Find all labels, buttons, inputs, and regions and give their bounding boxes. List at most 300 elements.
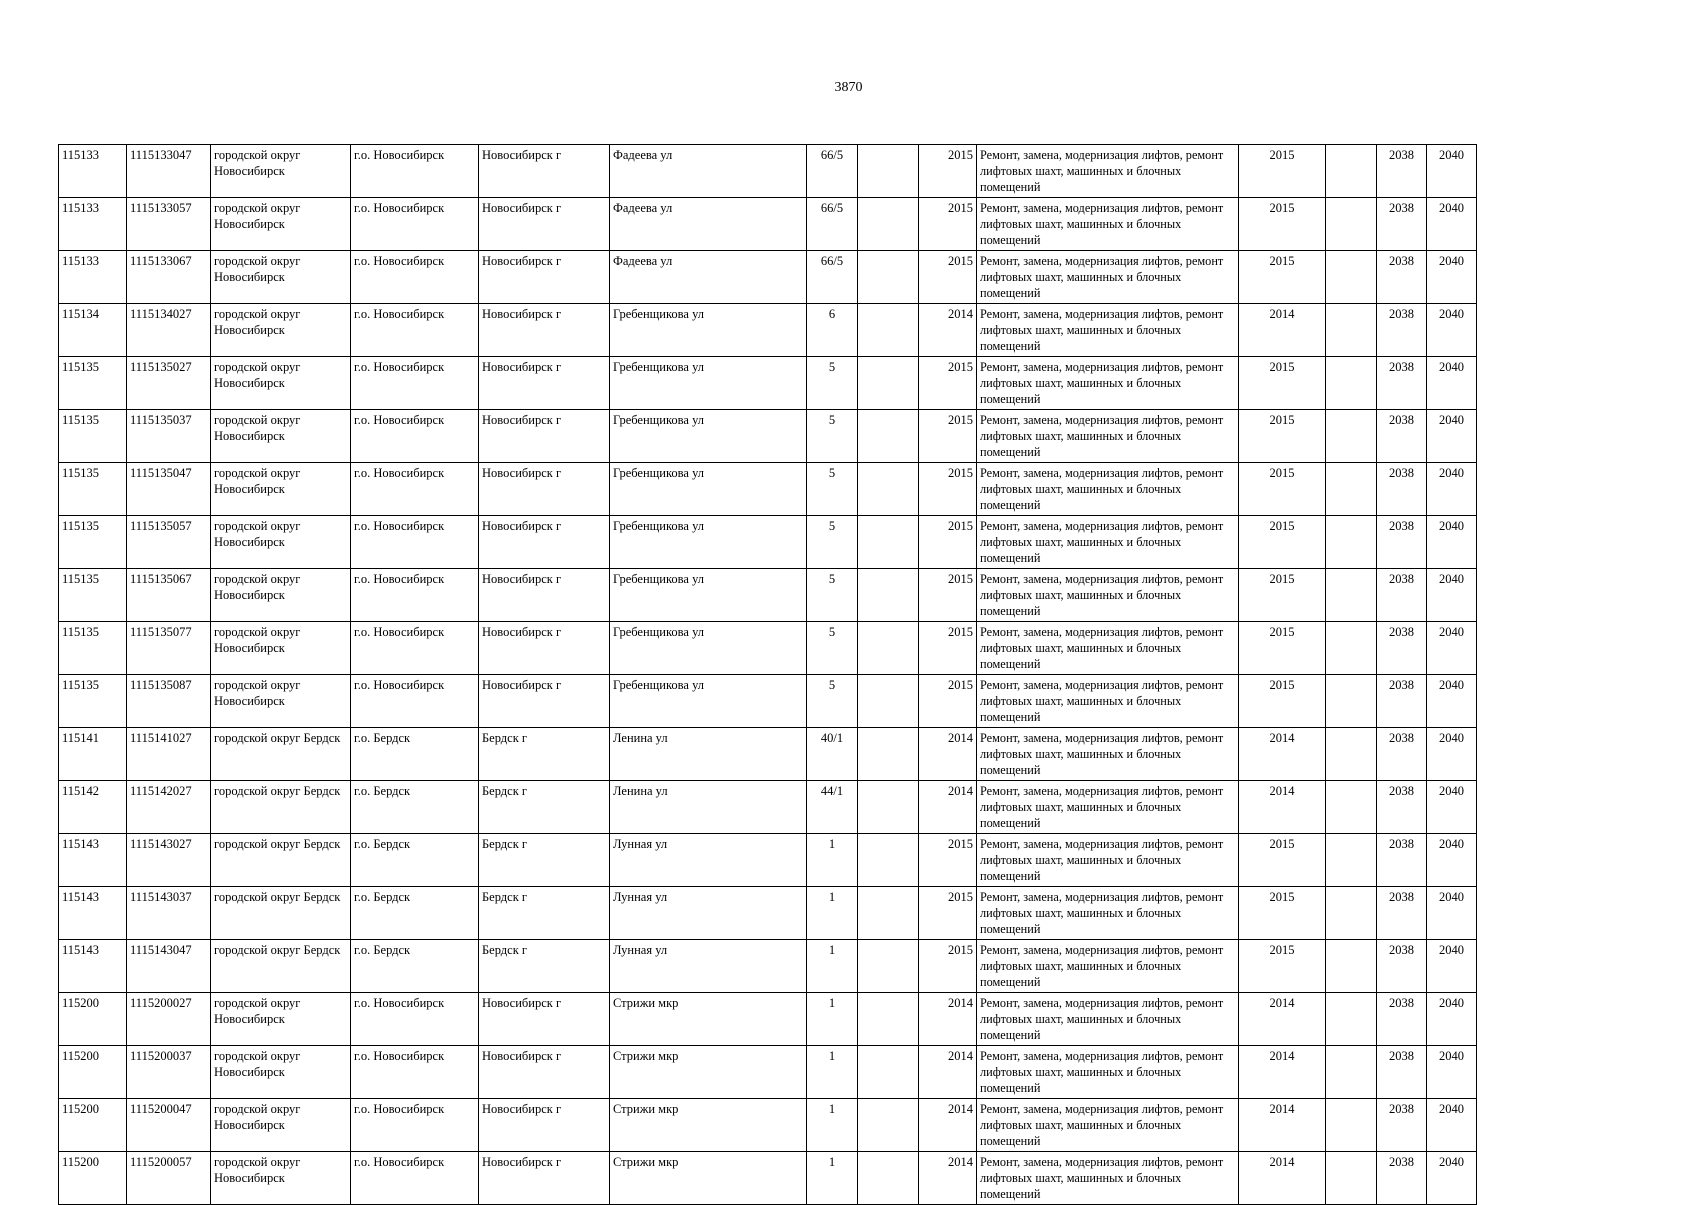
row-year-built-cell: 2014 — [919, 728, 977, 781]
row-blank-cell — [1326, 675, 1377, 728]
row-code-cell: 115200 — [59, 1152, 127, 1205]
row-year-to-cell: 2040 — [1427, 304, 1477, 357]
row-go-cell: г.о. Бердск — [351, 781, 479, 834]
row-year-from-cell: 2038 — [1377, 622, 1427, 675]
row-street-cell: Гребенщикова ул — [610, 410, 807, 463]
row-year-from-cell: 2038 — [1377, 1152, 1427, 1205]
row-house-cell: 66/5 — [807, 251, 858, 304]
row-work-cell: Ремонт, замена, модернизация лифтов, ремонт лифтовых шахт, машинных и блочных помещений — [977, 463, 1239, 516]
row-okrug-cell: городской округ Новосибирск — [211, 410, 351, 463]
row-go-cell: г.о. Новосибирск — [351, 145, 479, 198]
row-id-cell: 1115142027 — [127, 781, 211, 834]
row-extra-cell — [858, 410, 919, 463]
row-blank-cell — [1326, 940, 1377, 993]
row-house-cell: 40/1 — [807, 728, 858, 781]
row-work-cell: Ремонт, замена, модернизация лифтов, ремонт лифтовых шахт, машинных и блочных помещений — [977, 251, 1239, 304]
row-work-cell: Ремонт, замена, модернизация лифтов, ремонт лифтовых шахт, машинных и блочных помещений — [977, 1099, 1239, 1152]
row-work-cell: Ремонт, замена, модернизация лифтов, ремонт лифтовых шахт, машинных и блочных помещений — [977, 675, 1239, 728]
row-year-to-cell: 2040 — [1427, 675, 1477, 728]
row-code-cell: 115142 — [59, 781, 127, 834]
row-year-from-cell: 2038 — [1377, 887, 1427, 940]
row-id-cell: 1115135077 — [127, 622, 211, 675]
row-year-to-cell: 2040 — [1427, 1099, 1477, 1152]
row-year-work-cell: 2015 — [1239, 834, 1326, 887]
row-year-work-cell: 2015 — [1239, 887, 1326, 940]
row-city-cell: Бердск г — [479, 781, 610, 834]
row-year-built-cell: 2015 — [919, 516, 977, 569]
row-go-cell: г.о. Новосибирск — [351, 357, 479, 410]
row-work-cell: Ремонт, замена, модернизация лифтов, ремонт лифтовых шахт, машинных и блочных помещений — [977, 622, 1239, 675]
row-city-cell: Новосибирск г — [479, 993, 610, 1046]
row-year-built-cell: 2015 — [919, 675, 977, 728]
row-work-cell: Ремонт, замена, модернизация лифтов, ремонт лифтовых шахт, машинных и блочных помещений — [977, 304, 1239, 357]
row-blank-cell — [1326, 516, 1377, 569]
row-year-from-cell: 2038 — [1377, 675, 1427, 728]
row-code-cell: 115135 — [59, 463, 127, 516]
row-year-work-cell: 2014 — [1239, 304, 1326, 357]
row-go-cell: г.о. Новосибирск — [351, 304, 479, 357]
row-year-work-cell: 2014 — [1239, 993, 1326, 1046]
row-code-cell: 115143 — [59, 834, 127, 887]
row-extra-cell — [858, 1046, 919, 1099]
row-extra-cell — [858, 251, 919, 304]
row-id-cell: 1115200027 — [127, 993, 211, 1046]
table-row — [59, 993, 1477, 1046]
row-street-cell: Лунная ул — [610, 834, 807, 887]
row-year-built-cell: 2015 — [919, 198, 977, 251]
row-year-work-cell: 2014 — [1239, 1046, 1326, 1099]
row-okrug-cell: городской округ Бердск — [211, 940, 351, 993]
row-year-from-cell: 2038 — [1377, 781, 1427, 834]
register-body — [59, 145, 1477, 1205]
row-blank-cell — [1326, 1099, 1377, 1152]
row-city-cell: Новосибирск г — [479, 622, 610, 675]
row-street-cell: Фадеева ул — [610, 198, 807, 251]
row-year-built-cell: 2015 — [919, 940, 977, 993]
row-extra-cell — [858, 1099, 919, 1152]
row-extra-cell — [858, 940, 919, 993]
row-id-cell: 1115200047 — [127, 1099, 211, 1152]
page-number: 3870 — [834, 80, 863, 95]
row-year-from-cell: 2038 — [1377, 304, 1427, 357]
row-go-cell: г.о. Новосибирск — [351, 1152, 479, 1205]
row-okrug-cell: городской округ Новосибирск — [211, 304, 351, 357]
row-house-cell: 44/1 — [807, 781, 858, 834]
row-work-cell: Ремонт, замена, модернизация лифтов, ремонт лифтовых шахт, машинных и блочных помещений — [977, 569, 1239, 622]
row-go-cell: г.о. Новосибирск — [351, 675, 479, 728]
row-blank-cell — [1326, 569, 1377, 622]
row-year-built-cell: 2015 — [919, 622, 977, 675]
row-blank-cell — [1326, 834, 1377, 887]
row-year-from-cell: 2038 — [1377, 145, 1427, 198]
row-go-cell: г.о. Бердск — [351, 834, 479, 887]
table-row — [59, 410, 1477, 463]
row-blank-cell — [1326, 463, 1377, 516]
table-row — [59, 251, 1477, 304]
row-year-to-cell: 2040 — [1427, 781, 1477, 834]
row-street-cell: Стрижи мкр — [610, 1099, 807, 1152]
row-go-cell: г.о. Новосибирск — [351, 622, 479, 675]
row-go-cell: г.о. Новосибирск — [351, 569, 479, 622]
row-work-cell: Ремонт, замена, модернизация лифтов, ремонт лифтовых шахт, машинных и блочных помещений — [977, 887, 1239, 940]
row-id-cell: 1115135067 — [127, 569, 211, 622]
row-city-cell: Новосибирск г — [479, 516, 610, 569]
table-row — [59, 781, 1477, 834]
row-extra-cell — [858, 145, 919, 198]
row-blank-cell — [1326, 887, 1377, 940]
row-extra-cell — [858, 198, 919, 251]
row-work-cell: Ремонт, замена, модернизация лифтов, ремонт лифтовых шахт, машинных и блочных помещений — [977, 198, 1239, 251]
row-house-cell: 1 — [807, 1099, 858, 1152]
row-blank-cell — [1326, 145, 1377, 198]
row-go-cell: г.о. Бердск — [351, 887, 479, 940]
row-street-cell: Ленина ул — [610, 728, 807, 781]
row-house-cell: 1 — [807, 834, 858, 887]
row-extra-cell — [858, 357, 919, 410]
row-okrug-cell: городской округ Бердск — [211, 728, 351, 781]
row-code-cell: 115134 — [59, 304, 127, 357]
row-street-cell: Лунная ул — [610, 887, 807, 940]
row-go-cell: г.о. Новосибирск — [351, 251, 479, 304]
row-okrug-cell: городской округ Новосибирск — [211, 622, 351, 675]
row-city-cell: Новосибирск г — [479, 410, 610, 463]
row-year-work-cell: 2015 — [1239, 145, 1326, 198]
row-house-cell: 66/5 — [807, 145, 858, 198]
row-year-to-cell: 2040 — [1427, 1152, 1477, 1205]
row-id-cell: 1115135057 — [127, 516, 211, 569]
row-id-cell: 1115141027 — [127, 728, 211, 781]
row-work-cell: Ремонт, замена, модернизация лифтов, ремонт лифтовых шахт, машинных и блочных помещений — [977, 993, 1239, 1046]
row-city-cell: Новосибирск г — [479, 357, 610, 410]
row-house-cell: 1 — [807, 940, 858, 993]
row-street-cell: Фадеева ул — [610, 145, 807, 198]
row-code-cell: 115133 — [59, 145, 127, 198]
row-work-cell: Ремонт, замена, модернизация лифтов, ремонт лифтовых шахт, машинных и блочных помещений — [977, 834, 1239, 887]
row-extra-cell — [858, 569, 919, 622]
row-year-from-cell: 2038 — [1377, 1046, 1427, 1099]
row-year-work-cell: 2015 — [1239, 675, 1326, 728]
row-code-cell: 115135 — [59, 516, 127, 569]
row-okrug-cell: городской округ Новосибирск — [211, 1152, 351, 1205]
row-blank-cell — [1326, 993, 1377, 1046]
table-row — [59, 357, 1477, 410]
table-row — [59, 622, 1477, 675]
row-code-cell: 115143 — [59, 887, 127, 940]
row-code-cell: 115135 — [59, 569, 127, 622]
row-year-to-cell: 2040 — [1427, 887, 1477, 940]
row-extra-cell — [858, 304, 919, 357]
row-year-work-cell: 2015 — [1239, 940, 1326, 993]
row-go-cell: г.о. Новосибирск — [351, 1099, 479, 1152]
row-okrug-cell: городской округ Новосибирск — [211, 251, 351, 304]
row-year-work-cell: 2015 — [1239, 251, 1326, 304]
row-okrug-cell: городской округ Бердск — [211, 781, 351, 834]
row-code-cell: 115133 — [59, 251, 127, 304]
row-work-cell: Ремонт, замена, модернизация лифтов, ремонт лифтовых шахт, машинных и блочных помещений — [977, 357, 1239, 410]
row-blank-cell — [1326, 781, 1377, 834]
row-year-work-cell: 2015 — [1239, 357, 1326, 410]
row-id-cell: 1115135027 — [127, 357, 211, 410]
row-go-cell: г.о. Новосибирск — [351, 1046, 479, 1099]
row-work-cell: Ремонт, замена, модернизация лифтов, ремонт лифтовых шахт, машинных и блочных помещений — [977, 145, 1239, 198]
row-code-cell: 115135 — [59, 675, 127, 728]
row-okrug-cell: городской округ Новосибирск — [211, 145, 351, 198]
row-work-cell: Ремонт, замена, модернизация лифтов, ремонт лифтовых шахт, машинных и блочных помещений — [977, 1046, 1239, 1099]
table-row — [59, 940, 1477, 993]
row-blank-cell — [1326, 251, 1377, 304]
row-house-cell: 6 — [807, 304, 858, 357]
row-year-work-cell: 2015 — [1239, 463, 1326, 516]
row-go-cell: г.о. Новосибирск — [351, 463, 479, 516]
row-year-from-cell: 2038 — [1377, 357, 1427, 410]
row-year-from-cell: 2038 — [1377, 410, 1427, 463]
row-year-to-cell: 2040 — [1427, 940, 1477, 993]
row-year-to-cell: 2040 — [1427, 1046, 1477, 1099]
row-street-cell: Стрижи мкр — [610, 1152, 807, 1205]
row-house-cell: 1 — [807, 1152, 858, 1205]
row-year-to-cell: 2040 — [1427, 516, 1477, 569]
row-okrug-cell: городской округ Новосибирск — [211, 675, 351, 728]
row-code-cell: 115200 — [59, 1099, 127, 1152]
table-row — [59, 569, 1477, 622]
row-okrug-cell: городской округ Новосибирск — [211, 569, 351, 622]
table-row — [59, 887, 1477, 940]
table-row — [59, 834, 1477, 887]
row-city-cell: Бердск г — [479, 940, 610, 993]
row-year-built-cell: 2014 — [919, 1152, 977, 1205]
register-table — [58, 144, 1477, 1205]
row-year-work-cell: 2014 — [1239, 728, 1326, 781]
row-year-to-cell: 2040 — [1427, 834, 1477, 887]
row-year-from-cell: 2038 — [1377, 728, 1427, 781]
row-year-to-cell: 2040 — [1427, 198, 1477, 251]
row-city-cell: Бердск г — [479, 834, 610, 887]
row-city-cell: Бердск г — [479, 728, 610, 781]
row-year-work-cell: 2015 — [1239, 622, 1326, 675]
row-house-cell: 5 — [807, 463, 858, 516]
row-year-built-cell: 2014 — [919, 781, 977, 834]
table-row — [59, 145, 1477, 198]
row-work-cell: Ремонт, замена, модернизация лифтов, ремонт лифтовых шахт, машинных и блочных помещений — [977, 728, 1239, 781]
row-id-cell: 1115143037 — [127, 887, 211, 940]
row-extra-cell — [858, 728, 919, 781]
row-id-cell: 1115133057 — [127, 198, 211, 251]
row-street-cell: Гребенщикова ул — [610, 675, 807, 728]
row-year-from-cell: 2038 — [1377, 569, 1427, 622]
table-row — [59, 1046, 1477, 1099]
row-year-from-cell: 2038 — [1377, 834, 1427, 887]
row-blank-cell — [1326, 1152, 1377, 1205]
row-city-cell: Новосибирск г — [479, 463, 610, 516]
row-blank-cell — [1326, 304, 1377, 357]
row-year-built-cell: 2015 — [919, 410, 977, 463]
row-year-from-cell: 2038 — [1377, 463, 1427, 516]
row-street-cell: Гребенщикова ул — [610, 516, 807, 569]
row-id-cell: 1115200057 — [127, 1152, 211, 1205]
row-blank-cell — [1326, 357, 1377, 410]
row-street-cell: Фадеева ул — [610, 251, 807, 304]
row-code-cell: 115135 — [59, 410, 127, 463]
row-year-to-cell: 2040 — [1427, 728, 1477, 781]
row-extra-cell — [858, 887, 919, 940]
row-id-cell: 1115135087 — [127, 675, 211, 728]
row-year-built-cell: 2014 — [919, 304, 977, 357]
row-year-from-cell: 2038 — [1377, 1099, 1427, 1152]
row-year-built-cell: 2015 — [919, 145, 977, 198]
row-extra-cell — [858, 781, 919, 834]
row-work-cell: Ремонт, замена, модернизация лифтов, ремонт лифтовых шахт, машинных и блочных помещений — [977, 940, 1239, 993]
row-okrug-cell: городской округ Новосибирск — [211, 516, 351, 569]
table-row — [59, 675, 1477, 728]
row-work-cell: Ремонт, замена, модернизация лифтов, ремонт лифтовых шахт, машинных и блочных помещений — [977, 516, 1239, 569]
row-house-cell: 1 — [807, 887, 858, 940]
row-street-cell: Стрижи мкр — [610, 993, 807, 1046]
row-year-work-cell: 2014 — [1239, 1099, 1326, 1152]
row-year-from-cell: 2038 — [1377, 993, 1427, 1046]
row-id-cell: 1115143027 — [127, 834, 211, 887]
row-go-cell: г.о. Новосибирск — [351, 198, 479, 251]
table-row — [59, 1099, 1477, 1152]
row-id-cell: 1115134027 — [127, 304, 211, 357]
row-year-built-cell: 2015 — [919, 834, 977, 887]
row-year-built-cell: 2015 — [919, 569, 977, 622]
row-year-to-cell: 2040 — [1427, 357, 1477, 410]
row-okrug-cell: городской округ Новосибирск — [211, 463, 351, 516]
row-street-cell: Гребенщикова ул — [610, 304, 807, 357]
row-year-work-cell: 2015 — [1239, 516, 1326, 569]
row-city-cell: Новосибирск г — [479, 145, 610, 198]
row-extra-cell — [858, 675, 919, 728]
row-house-cell: 1 — [807, 993, 858, 1046]
row-city-cell: Бердск г — [479, 887, 610, 940]
row-extra-cell — [858, 993, 919, 1046]
row-house-cell: 5 — [807, 675, 858, 728]
row-year-to-cell: 2040 — [1427, 993, 1477, 1046]
row-year-to-cell: 2040 — [1427, 251, 1477, 304]
row-year-to-cell: 2040 — [1427, 569, 1477, 622]
row-year-work-cell: 2015 — [1239, 569, 1326, 622]
row-go-cell: г.о. Новосибирск — [351, 516, 479, 569]
row-code-cell: 115200 — [59, 993, 127, 1046]
row-okrug-cell: городской округ Бердск — [211, 887, 351, 940]
row-okrug-cell: городской округ Новосибирск — [211, 198, 351, 251]
row-code-cell: 115133 — [59, 198, 127, 251]
row-blank-cell — [1326, 410, 1377, 463]
row-extra-cell — [858, 834, 919, 887]
row-okrug-cell: городской округ Новосибирск — [211, 1099, 351, 1152]
row-year-from-cell: 2038 — [1377, 251, 1427, 304]
row-okrug-cell: городской округ Новосибирск — [211, 1046, 351, 1099]
row-house-cell: 5 — [807, 516, 858, 569]
row-year-to-cell: 2040 — [1427, 622, 1477, 675]
row-city-cell: Новосибирск г — [479, 1046, 610, 1099]
row-year-built-cell: 2014 — [919, 1046, 977, 1099]
row-house-cell: 5 — [807, 410, 858, 463]
row-year-built-cell: 2015 — [919, 463, 977, 516]
row-street-cell: Лунная ул — [610, 940, 807, 993]
row-city-cell: Новосибирск г — [479, 304, 610, 357]
row-city-cell: Новосибирск г — [479, 251, 610, 304]
row-year-built-cell: 2015 — [919, 887, 977, 940]
row-code-cell: 115141 — [59, 728, 127, 781]
row-house-cell: 1 — [807, 1046, 858, 1099]
row-year-built-cell: 2014 — [919, 1099, 977, 1152]
row-street-cell: Стрижи мкр — [610, 1046, 807, 1099]
table-row — [59, 463, 1477, 516]
row-work-cell: Ремонт, замена, модернизация лифтов, ремонт лифтовых шахт, машинных и блочных помещений — [977, 410, 1239, 463]
table-row — [59, 516, 1477, 569]
row-code-cell: 115143 — [59, 940, 127, 993]
row-go-cell: г.о. Бердск — [351, 728, 479, 781]
row-go-cell: г.о. Бердск — [351, 940, 479, 993]
row-code-cell: 115135 — [59, 622, 127, 675]
row-extra-cell — [858, 1152, 919, 1205]
row-id-cell: 1115135047 — [127, 463, 211, 516]
row-okrug-cell: городской округ Бердск — [211, 834, 351, 887]
row-okrug-cell: городской округ Новосибирск — [211, 357, 351, 410]
row-year-to-cell: 2040 — [1427, 410, 1477, 463]
row-city-cell: Новосибирск г — [479, 675, 610, 728]
row-id-cell: 1115200037 — [127, 1046, 211, 1099]
row-city-cell: Новосибирск г — [479, 1152, 610, 1205]
table-row — [59, 728, 1477, 781]
row-extra-cell — [858, 463, 919, 516]
row-work-cell: Ремонт, замена, модернизация лифтов, ремонт лифтовых шахт, машинных и блочных помещений — [977, 781, 1239, 834]
row-city-cell: Новосибирск г — [479, 569, 610, 622]
row-id-cell: 1115133047 — [127, 145, 211, 198]
row-city-cell: Новосибирск г — [479, 1099, 610, 1152]
row-street-cell: Гребенщикова ул — [610, 569, 807, 622]
row-blank-cell — [1326, 198, 1377, 251]
row-street-cell: Гребенщикова ул — [610, 357, 807, 410]
row-year-to-cell: 2040 — [1427, 145, 1477, 198]
row-year-work-cell: 2014 — [1239, 1152, 1326, 1205]
row-year-built-cell: 2014 — [919, 993, 977, 1046]
table-row — [59, 198, 1477, 251]
row-blank-cell — [1326, 728, 1377, 781]
row-house-cell: 5 — [807, 357, 858, 410]
row-go-cell: г.о. Новосибирск — [351, 410, 479, 463]
row-year-from-cell: 2038 — [1377, 516, 1427, 569]
table-row — [59, 304, 1477, 357]
row-year-to-cell: 2040 — [1427, 463, 1477, 516]
row-year-built-cell: 2015 — [919, 251, 977, 304]
row-house-cell: 5 — [807, 569, 858, 622]
row-extra-cell — [858, 516, 919, 569]
row-street-cell: Ленина ул — [610, 781, 807, 834]
row-blank-cell — [1326, 622, 1377, 675]
row-city-cell: Новосибирск г — [479, 198, 610, 251]
row-year-built-cell: 2015 — [919, 357, 977, 410]
row-extra-cell — [858, 622, 919, 675]
row-id-cell: 1115133067 — [127, 251, 211, 304]
row-blank-cell — [1326, 1046, 1377, 1099]
row-go-cell: г.о. Новосибирск — [351, 993, 479, 1046]
row-house-cell: 66/5 — [807, 198, 858, 251]
row-code-cell: 115200 — [59, 1046, 127, 1099]
row-year-from-cell: 2038 — [1377, 198, 1427, 251]
row-id-cell: 1115143047 — [127, 940, 211, 993]
row-work-cell: Ремонт, замена, модернизация лифтов, ремонт лифтовых шахт, машинных и блочных помещений — [977, 1152, 1239, 1205]
row-code-cell: 115135 — [59, 357, 127, 410]
row-street-cell: Гребенщикова ул — [610, 622, 807, 675]
row-okrug-cell: городской округ Новосибирск — [211, 993, 351, 1046]
row-year-work-cell: 2014 — [1239, 781, 1326, 834]
row-year-work-cell: 2015 — [1239, 410, 1326, 463]
row-year-work-cell: 2015 — [1239, 198, 1326, 251]
table-row — [59, 1152, 1477, 1205]
row-house-cell: 5 — [807, 622, 858, 675]
